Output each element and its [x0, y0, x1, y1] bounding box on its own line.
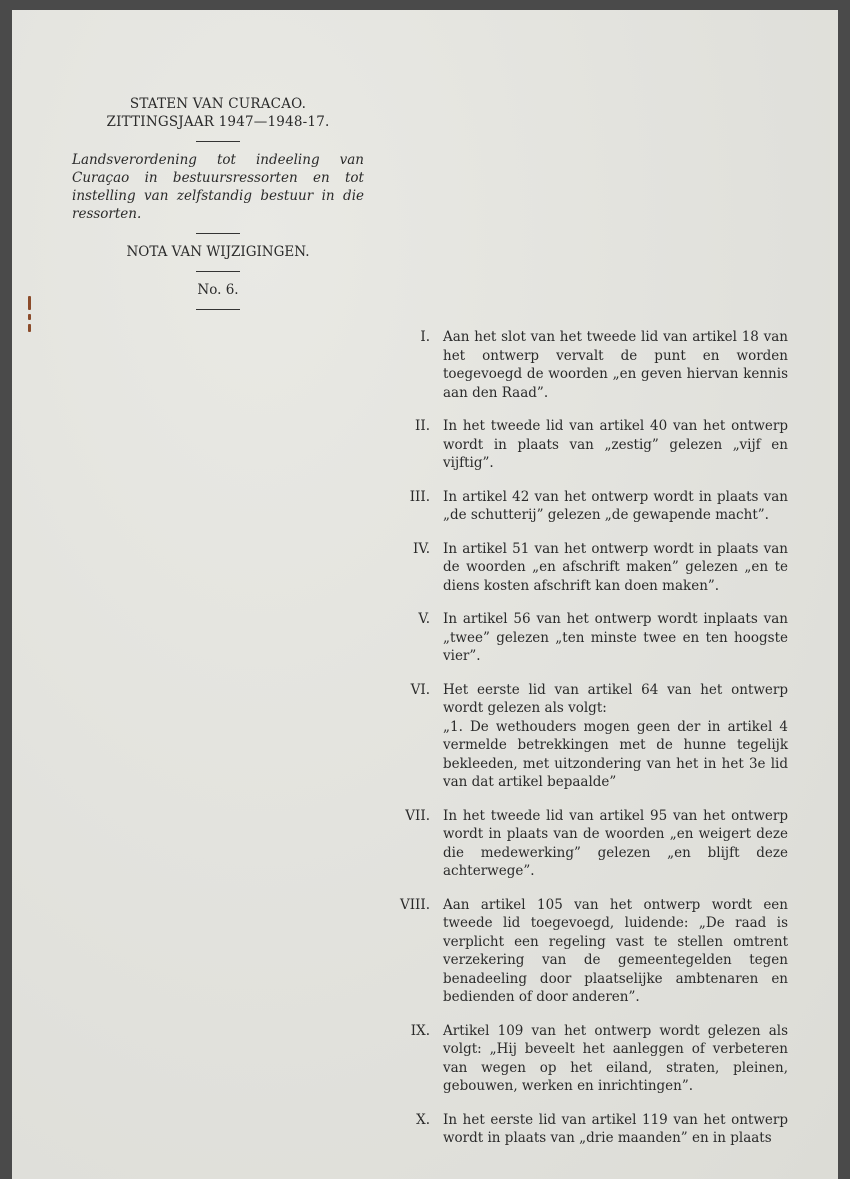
item-number: II. [415, 418, 430, 434]
item-text: In artikel 42 van het ontwerp wordt in plaats van „de schutterij” gelezen „de gewapende macht”. [443, 488, 788, 523]
header-nota: NOTA VAN WIJZIGINGEN. [126, 244, 310, 260]
amendment-item [388, 417, 788, 473]
item-number: VI. [410, 681, 430, 698]
amendment-item [388, 328, 788, 402]
item-text: In artikel 56 van het ontwerp wordt inplaats van „twee” gelezen „ten minste twee en ten hoogste vier”. [443, 611, 788, 664]
margin-mark [28, 296, 31, 332]
header-title: STATEN VAN CURACAO. [129, 96, 307, 112]
amendment-item [388, 896, 788, 1007]
divider-rule [196, 271, 240, 272]
amendment-list [388, 328, 788, 1163]
item-number: VIII. [399, 896, 430, 913]
header-number: No. 6. [197, 282, 239, 298]
item-text: In artikel 51 van het ontwerp wordt in plaats van de woorden „en afschrift maken” gelezen „en te diens kosten afschrift kan doen maken”. [443, 540, 788, 594]
item-text: In het eerste lid van artikel 119 van het ontwerp wordt in plaats van „drie maanden” en in plaats [443, 1111, 788, 1146]
item-number: V. [418, 611, 430, 627]
document-page [12, 10, 838, 1179]
item-number: IX. [410, 1022, 430, 1039]
divider-rule [196, 233, 240, 234]
divider-rule [196, 309, 240, 310]
item-text: Artikel 109 van het ontwerp wordt gelezen als volgt: „Hij beveelt het aanleggen of verbeteren van wegen op het eiland, straten, pleinen, gebouwen, werken en inrichtingen”. [443, 1022, 788, 1094]
item-number: I. [420, 329, 430, 345]
item-text: Aan het slot van het tweede lid van artikel 18 van het ontwerp vervalt de punt en worden toegevoegd de woorden „en geven hiervan kennis aan den Raad”. [443, 329, 788, 401]
document-header [72, 95, 364, 319]
item-text: Het eerste lid van artikel 64 van het ontwerp wordt gelezen als volgt: [443, 681, 788, 716]
item-text: In het tweede lid van artikel 40 van het ontwerp wordt in plaats van „zestig” gelezen „vijf en vijftig”. [443, 418, 788, 471]
amendment-item [388, 488, 788, 525]
amendment-item [388, 610, 788, 666]
amendment-item [388, 1022, 788, 1096]
item-quote: „1. De wethouders mogen geen der in artikel 4 vermelde betrekkingen met de hunne tegelijk bekleeden, met uitzondering van het in het 3e lid van dat artikel bepaalde” [443, 718, 788, 790]
item-number: VII. [405, 807, 430, 824]
amendment-item [388, 681, 788, 792]
item-text: Aan artikel 105 van het ontwerp wordt een tweede lid toegevoegd, luidende: „De raad is verplicht een regeling vast te stellen omtrent verzekering van de gemeentegelden tegen benadeeling door plaatselijke ambtenaren en bedienden of door anderen”. [443, 896, 788, 1005]
amendment-item [388, 540, 788, 596]
divider-rule [196, 141, 240, 142]
item-number: IV. [412, 540, 430, 557]
header-session: ZITTINGSJAAR 1947—1948-17. [106, 114, 330, 130]
amendment-item [388, 807, 788, 881]
item-text: In het tweede lid van artikel 95 van het ontwerp wordt in plaats van de woorden „en weigert deze die medewerking” gelezen „en blijft deze achterwege”. [443, 807, 788, 879]
item-number: III. [409, 488, 430, 505]
header-subject: Landsverordening tot indeeling van Curaçao in bestuursressorten en tot instelling van zelfstandig bestuur in die ressorten. [72, 152, 364, 222]
item-number: X. [416, 1111, 430, 1128]
amendment-item [388, 1111, 788, 1148]
